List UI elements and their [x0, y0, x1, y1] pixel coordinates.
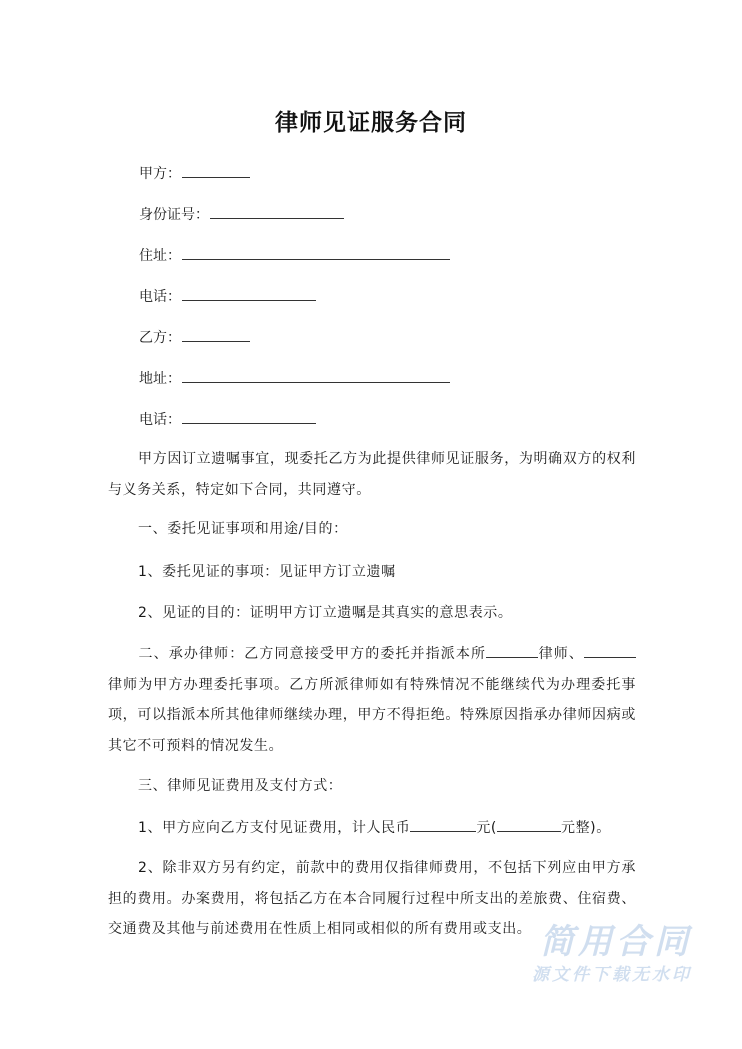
residence-field	[139, 245, 450, 265]
intro-text: 甲方因订立遗嘱事宜，现委托乙方为此提供律师见证服务，为明确双方的权利与义务关系，特定如下合同，共同遵守。	[108, 451, 636, 498]
phone-a-label: 电话：	[139, 289, 181, 305]
lawyer-1-blank	[486, 643, 538, 658]
party-a-blank	[182, 163, 250, 178]
phone-b-label: 电话：	[139, 412, 181, 428]
phone-b-blank	[182, 409, 316, 424]
party-b-field	[139, 327, 250, 347]
section2-text-2: 律师、	[538, 646, 584, 662]
residence-blank	[182, 245, 450, 260]
section2-text-3: 律师为甲方办理委托事项。乙方所派律师如有特殊情况不能继续代为办理委托事项，可以指派本所其他律师继续办理，甲方不得拒绝。特殊原因指承办律师因病或其它不可预料的情况发生。	[108, 676, 636, 754]
section2-text-1: 二、承办律师：乙方同意接受甲方的委托并指派本所	[138, 646, 487, 662]
party-a-field	[139, 163, 250, 183]
address-label: 地址：	[139, 371, 181, 387]
section1-item1: 1、委托见证的事项：见证甲方订立遗嘱	[138, 564, 396, 580]
section3-item2-text: 2、除非双方另有约定，前款中的费用仅指律师费用，不包括下列应由甲方承担的费用。办案费用，将包括乙方在本合同履行过程中所支出的差旅费、住宿费、交通费及其他与前述费用在性质上相同或相似的所有费用或支出。	[108, 860, 636, 937]
fee-capital-blank	[497, 817, 561, 832]
id-number-field	[139, 204, 344, 224]
party-a-label: 甲方：	[139, 166, 181, 182]
fee-text-3: 元整)。	[560, 820, 611, 836]
party-b-label: 乙方：	[139, 330, 181, 346]
fee-amount-blank	[410, 817, 476, 832]
address-blank	[182, 368, 450, 383]
watermark-main: 简用合同	[540, 922, 692, 962]
fee-text-1: 1、甲方应向乙方支付见证费用，计人民币	[138, 820, 411, 836]
fee-text-2: 元(	[476, 820, 497, 836]
address-field	[139, 368, 450, 388]
phone-a-blank	[182, 286, 316, 301]
section1-item2: 2、见证的目的：证明甲方订立遗嘱是其真实的意思表示。	[138, 605, 513, 621]
section1-heading: 一、委托见证事项和用途/目的：	[138, 521, 348, 537]
section3-heading: 三、律师见证费用及支付方式：	[138, 778, 343, 794]
id-number-blank	[210, 204, 344, 219]
intro-paragraph	[108, 444, 636, 505]
phone-b-field	[139, 409, 316, 429]
id-number-label: 身份证号：	[139, 207, 209, 223]
residence-label: 住址：	[139, 248, 181, 264]
lawyer-2-blank	[584, 643, 636, 658]
section3-item1	[138, 817, 611, 838]
watermark	[532, 922, 692, 988]
document-title: 律师见证服务合同	[275, 109, 467, 136]
party-b-blank	[182, 327, 250, 342]
phone-a-field	[139, 286, 316, 306]
section2-paragraph	[108, 639, 636, 761]
watermark-sub: 源文件下载无水印	[532, 965, 692, 985]
